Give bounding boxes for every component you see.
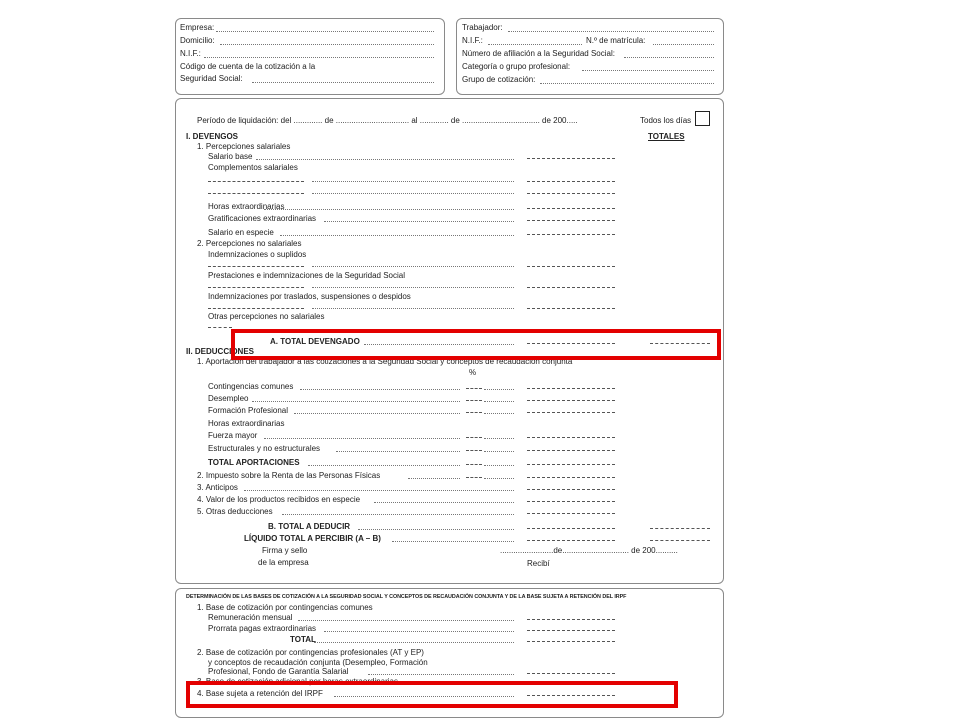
domicilio-field[interactable] (220, 44, 434, 45)
estructurales-percent[interactable] (466, 450, 482, 451)
desempleo-dots-2 (484, 401, 514, 402)
complemento-1-amount[interactable] (527, 181, 615, 182)
percepciones-salariales: 1. Percepciones salariales (197, 142, 291, 151)
liquido-subtotal[interactable] (527, 540, 615, 541)
irpf-dots-2 (484, 478, 514, 479)
bases-title: DETERMINACIÓN DE LAS BASES DE COTIZACIÓN A LA SEGURIDAD SOCIAL Y CONCEPTOS DE RECAUDACIÓN CONJUNTA Y DE LA BASE SUJETA A RETENCIÓN DEL IRPF (186, 594, 627, 600)
otras-deducciones-dots (282, 514, 514, 515)
trabajador-field[interactable] (508, 31, 714, 32)
horas-extra-amount[interactable] (527, 208, 615, 209)
especie-ded-amount[interactable] (527, 501, 615, 502)
estructurales-label: Estructurales y no estructurales (208, 444, 321, 453)
anticipos-dots (244, 490, 514, 491)
traslados-concept[interactable] (208, 308, 304, 309)
empresa-field[interactable] (216, 31, 434, 32)
fuerza-mayor-dots (264, 438, 460, 439)
company-nif-label: N.I.F.: (180, 49, 201, 58)
prestaciones-dots (312, 287, 514, 288)
prorrata-dots (324, 631, 514, 632)
indemnizaciones-dots (312, 266, 514, 267)
base-contingencias-profesionales: 2. Base de cotización por contingencias profesionales (AT y EP) (197, 648, 424, 657)
deducciones-heading: II. DEDUCCIONES (186, 347, 255, 356)
formacion-amount[interactable] (527, 412, 615, 413)
salario-base-label: Salario base (208, 152, 253, 161)
total-aportaciones-amount[interactable] (527, 464, 615, 465)
total-aportaciones-dots (308, 465, 460, 466)
estructurales-dots (336, 451, 460, 452)
base-horas-extra-label: 3. Base de cotización adicional por horas extraordinarias (197, 677, 399, 686)
traslados-dots (312, 308, 514, 309)
total-deducir-label: B. TOTAL A DEDUCIR (268, 522, 351, 531)
indemnizaciones-label: Indemnizaciones o suplidos (208, 250, 307, 259)
seguridad-social-label: Seguridad Social: (180, 74, 243, 83)
contingencias-percent[interactable] (466, 388, 482, 389)
estructurales-amount[interactable] (527, 450, 615, 451)
base-profesionales-amount[interactable] (527, 673, 615, 674)
horas-extra-label: Horas extraordinarias (208, 202, 285, 211)
contingencias-dots (300, 389, 460, 390)
worker-nif-label: N.I.F.: (462, 36, 483, 45)
afiliacion-label: Número de afiliación a la Seguridad Social: (462, 49, 615, 58)
bases-total-dots (314, 642, 514, 643)
formacion-percent[interactable] (466, 412, 482, 413)
complementos-label: Complementos salariales (208, 163, 298, 172)
base-irpf-label: 4. Base sujeta a retención del IRPF (197, 689, 323, 698)
desempleo-dots (252, 401, 460, 402)
anticipos-label: 3. Anticipos (197, 483, 238, 492)
ded-horas-extra-label: Horas extraordinarias (208, 419, 285, 428)
total-devengado-highlight (231, 329, 721, 360)
gratificaciones-dots (324, 221, 514, 222)
desempleo-amount[interactable] (527, 400, 615, 401)
estructurales-dots-2 (484, 451, 514, 452)
traslados-amount[interactable] (527, 308, 615, 309)
complemento-2-amount[interactable] (527, 193, 615, 194)
remuneracion-amount[interactable] (527, 619, 615, 620)
contingencias-amount[interactable] (527, 388, 615, 389)
liquido-dots (392, 541, 514, 542)
categoria-field[interactable] (582, 70, 714, 71)
percepciones-no-salariales: 2. Percepciones no salariales (197, 239, 302, 248)
afiliacion-field[interactable] (624, 57, 714, 58)
contingencias-label: Contingencias comunes (208, 382, 294, 391)
liquido-label: LÍQUIDO TOTAL A PERCIBIR (A – B) (244, 534, 381, 543)
gratificaciones-amount[interactable] (527, 220, 615, 221)
prestaciones-concept[interactable] (208, 287, 304, 288)
bases-total-amount[interactable] (527, 641, 615, 642)
domicilio-label: Domicilio: (180, 36, 215, 45)
especie-label: Salario en especie (208, 228, 274, 237)
complemento-1-dots (312, 181, 514, 182)
fuerza-mayor-percent[interactable] (466, 437, 482, 438)
irpf-amount[interactable] (527, 477, 615, 478)
especie-ded-dots (374, 502, 514, 503)
contingencias-dots-2 (484, 389, 514, 390)
formacion-label: Formación Profesional (208, 406, 289, 415)
grupo-cotizacion-label: Grupo de cotización: (462, 75, 536, 84)
bases-total-label: TOTAL (290, 635, 316, 644)
matricula-label: N.º de matrícula: (586, 36, 646, 45)
anticipos-amount[interactable] (527, 489, 615, 490)
worker-nif-field[interactable] (488, 44, 582, 45)
formacion-dots (294, 413, 460, 414)
fuerza-mayor-amount[interactable] (527, 437, 615, 438)
conceptos-recaudacion-label: y conceptos de recaudación conjunta (Desempleo, Formación (208, 658, 428, 667)
complemento-2-concept[interactable] (208, 193, 304, 194)
prorrata-label: Prorrata pagas extraordinarias (208, 624, 317, 633)
recibi-label: Recibí (527, 559, 550, 568)
prestaciones-amount[interactable] (527, 287, 615, 288)
total-aportaciones-label: TOTAL APORTACIONES (208, 458, 300, 467)
horas-extra-dots (264, 209, 514, 210)
trabajador-label: Trabajador: (462, 23, 503, 32)
totales-heading: TOTALES (648, 132, 685, 141)
date-line: ........................de.............................. de 200.......... (500, 546, 678, 555)
prorrata-amount[interactable] (527, 630, 615, 631)
salario-base-dots (256, 159, 514, 160)
fuerza-mayor-label: Fuerza mayor (208, 431, 258, 440)
irpf-percent[interactable] (466, 477, 482, 478)
otras-percepciones-concept[interactable] (208, 327, 232, 328)
otras-percepciones-label: Otras percepciones no salariales (208, 312, 325, 321)
total-aportaciones-percent[interactable] (466, 464, 482, 465)
total-deducir-amount[interactable] (650, 528, 710, 529)
liquido-amount[interactable] (650, 540, 710, 541)
base-irpf-highlight (186, 681, 678, 708)
todos-dias-checkbox[interactable] (695, 111, 710, 126)
prestaciones-label: Prestaciones e indemnizaciones de la Seguridad Social (208, 271, 406, 280)
formacion-fondo-dots (368, 674, 514, 675)
desempleo-label: Desempleo (208, 394, 249, 403)
formacion-dots-2 (484, 413, 514, 414)
firma-sello-label: Firma y sello (262, 546, 308, 555)
salario-base-amount[interactable] (527, 158, 615, 159)
complemento-2-dots (312, 193, 514, 194)
especie-amount[interactable] (527, 234, 615, 235)
devengos-heading: I. DEVENGOS (186, 132, 239, 141)
period-line: Período de liquidación: del ............. de ................................. al ............. de ................................... de 200..... (197, 116, 578, 125)
irpf-dots (408, 478, 460, 479)
otras-deducciones-amount[interactable] (527, 513, 615, 514)
firma-empresa-label: de la empresa (258, 558, 309, 567)
indemnizaciones-amount[interactable] (527, 266, 615, 267)
remuneracion-dots (298, 620, 514, 621)
grupo-cotizacion-field[interactable] (540, 83, 714, 84)
otras-deducciones-label: 5. Otras deducciones (197, 507, 273, 516)
remuneracion-label: Remuneración mensual (208, 613, 293, 622)
complemento-1-concept[interactable] (208, 181, 304, 182)
base-contingencias-comunes: 1. Base de cotización por contingencias comunes (197, 603, 373, 612)
fuerza-mayor-dots-2 (484, 438, 514, 439)
todos-dias-label: Todos los días (640, 116, 692, 125)
especie-ded-label: 4. Valor de los productos recibidos en especie (197, 495, 361, 504)
codigo-cuenta-label: Código de cuenta de la cotización a la (180, 62, 316, 71)
matricula-field[interactable] (653, 44, 714, 45)
codigo-cuenta-field[interactable] (252, 82, 434, 83)
total-deducir-subtotal[interactable] (527, 528, 615, 529)
aportacion-trabajador-label: 1. Aportación del trabajador a las cotizaciones a la Seguridad Social y conceptos de recaudación conjunta (197, 357, 573, 366)
traslados-label: Indemnizaciones por traslados, suspensiones o despidos (208, 292, 411, 301)
empresa-label: Empresa: (180, 23, 215, 32)
irpf-label: 2. Impuesto sobre la Renta de las Personas Físicas (197, 471, 381, 480)
especie-dots (280, 235, 514, 236)
total-aportaciones-dots-2 (484, 465, 514, 466)
company-nif-field[interactable] (204, 57, 434, 58)
percent-header: % (469, 368, 477, 377)
gratificaciones-label: Gratificaciones extraordinarias (208, 214, 317, 223)
categoria-label: Categoría o grupo profesional: (462, 62, 571, 71)
total-deducir-dots (358, 529, 514, 530)
formacion-fondo-label: Profesional, Fondo de Garantía Salarial (208, 667, 349, 676)
indemnizaciones-concept[interactable] (208, 266, 304, 267)
total-devengado-label: A. TOTAL DEVENGADO (270, 337, 360, 346)
desempleo-percent[interactable] (466, 400, 482, 401)
